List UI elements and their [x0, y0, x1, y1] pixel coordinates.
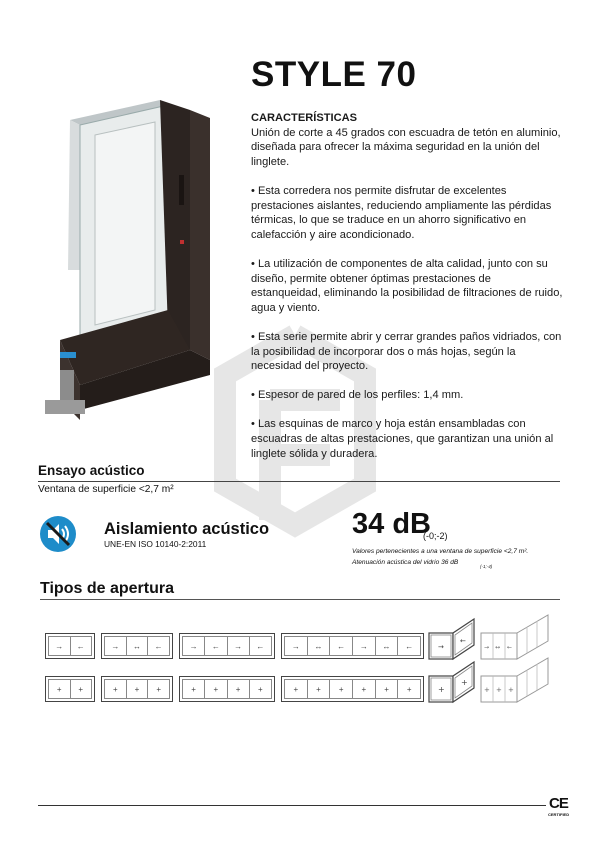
divider	[38, 481, 560, 482]
acoustic-value: 34 dB	[352, 508, 431, 540]
opening-diagram-6-panel	[281, 676, 424, 702]
acoustic-test-subtitle: Ventana de superficie <2,7 m²	[38, 484, 174, 495]
pane: →	[438, 643, 444, 651]
pane: +	[127, 680, 149, 698]
opening-diagram-3-panel	[101, 633, 173, 659]
feature-bullet: • La utilización de componentes de alta calidad, junto con su diseño, permite obtener óptimas prestaciones de estanqueidad, eliminando la posibilidad de filtraciones de ruido, agua y viento.	[251, 257, 563, 314]
pane: ←	[205, 637, 227, 655]
pane: ←	[405, 641, 414, 651]
pane: →	[105, 637, 127, 655]
pane: →	[228, 637, 250, 655]
opening-diagram-corner	[428, 613, 476, 661]
pane: →	[285, 637, 308, 655]
opening-diagram-4-panel	[179, 633, 275, 659]
opening-diagram-2-panel	[45, 633, 95, 659]
feature-bullet: • Espesor de pared de los perfiles: 1,4 mm.	[251, 389, 464, 402]
pane: ←	[76, 641, 85, 651]
features-heading: CARACTERÍSTICAS	[251, 112, 358, 124]
pane: +	[156, 684, 162, 694]
pane: ←	[507, 644, 513, 651]
page-title: STYLE 70	[251, 55, 417, 94]
features-section	[251, 111, 563, 476]
pane: +	[183, 680, 205, 698]
pane: +	[49, 680, 71, 698]
acoustic-note: Valores pertenecientes a una ventana de superficie <2,7 m².	[352, 548, 529, 555]
pane: ↔	[127, 637, 149, 655]
opening-types-title: Tipos de apertura	[40, 580, 174, 597]
pane: +	[205, 680, 227, 698]
opening-diagram-2-panel	[45, 676, 95, 702]
opening-diagram-corner	[428, 656, 476, 704]
pane: ←	[460, 637, 466, 645]
pane: +	[258, 684, 263, 694]
pane: +	[508, 686, 514, 694]
pane: +	[285, 680, 308, 698]
feature-bullet: • Esta corredera nos permite disfrutar de excelentes prestaciones aislantes, reduciendo ampliamente las pérdidas térmicas, lo que se traduce en un ahorro significativo en calefacción y aire acondicionado.	[251, 184, 552, 241]
pane: →	[353, 637, 376, 655]
acoustic-range: (-0;-2)	[423, 531, 448, 541]
pane: →	[484, 644, 490, 651]
pane: +	[105, 680, 127, 698]
sound-muted-icon	[38, 514, 78, 554]
feature-bullet: • Esta serie permite abrir y cerrar grandes paños vidriados, con la posibilidad de incorporar dos o más hojas, según la necesidad del proyecto.	[251, 330, 562, 373]
acoustic-note-sub: (-1;-4)	[480, 564, 493, 569]
pane: +	[228, 680, 250, 698]
pane: +	[496, 686, 502, 694]
insulation-label: Aislamiento acústico	[104, 520, 270, 538]
opening-diagram-4-panel	[179, 676, 275, 702]
acoustic-test-title: Ensayo acústico	[38, 463, 145, 478]
pane: +	[353, 680, 376, 698]
opening-diagram-corner	[480, 654, 550, 704]
pane: +	[461, 678, 468, 687]
pane: +	[406, 684, 412, 694]
pane: +	[376, 680, 399, 698]
feature-bullet: • Las esquinas de marco y hoja están ensambladas con escuadras de altas prestaciones, que garantizan una unión al linglete sólida y duradera.	[251, 418, 554, 460]
divider	[40, 599, 560, 600]
window-profile-image	[40, 100, 210, 420]
opening-diagram-3-panel	[101, 676, 173, 702]
pane: +	[308, 680, 331, 698]
pane: +	[330, 680, 353, 698]
pane: ←	[330, 637, 353, 655]
ce-mark: CE	[549, 795, 568, 812]
opening-diagram-6-panel	[281, 633, 424, 659]
pane: +	[78, 684, 84, 694]
acoustic-note: Atenuación acústica del vidrio 36 dB	[352, 559, 459, 566]
ce-certified-label: CERTIFIED	[548, 812, 570, 817]
pane: ←	[256, 641, 265, 651]
pane: ↔	[376, 637, 399, 655]
pane: →	[183, 637, 205, 655]
pane: +	[438, 685, 445, 694]
pane: →	[49, 637, 71, 655]
pane: ↔	[308, 637, 331, 655]
insulation-norm: UNE-EN ISO 10140-2:2011	[104, 539, 207, 549]
pane: +	[484, 686, 490, 694]
features-intro: Unión de corte a 45 grados con escuadra de tetón en aluminio, diseñada para ofrecer la máxima seguridad en la unión del linglete.	[251, 126, 561, 168]
pane: ←	[154, 641, 163, 651]
footer-divider	[38, 805, 546, 806]
pane: ↔	[495, 644, 501, 651]
